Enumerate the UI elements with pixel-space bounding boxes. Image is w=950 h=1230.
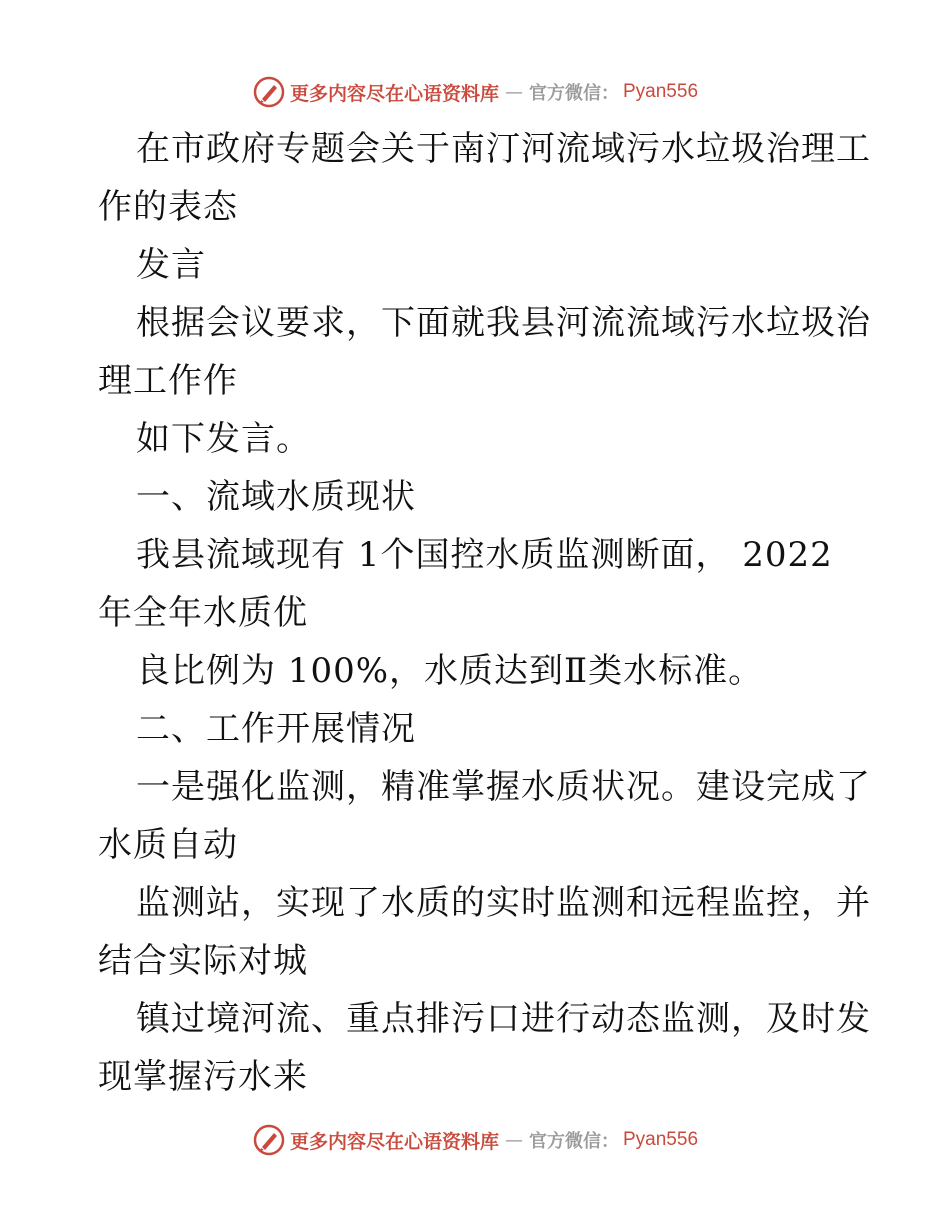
text-line: 结合实际对城	[98, 941, 308, 981]
text-line: 一是强化监测，精准掌握水质状况。建设完成了	[136, 767, 871, 807]
wechat-label: 官方微信：	[529, 1131, 619, 1152]
brand-text: 更多内容尽在心语资料库	[289, 1130, 499, 1153]
text-line: 我县流域现有 1个国控水质监测断面， 2022	[136, 535, 833, 575]
text-line: 在市政府专题会关于南汀河流域污水垃圾治理工	[136, 129, 871, 169]
text-line: 作的表态	[98, 187, 238, 227]
section-heading: 一、流域水质现状	[136, 477, 416, 517]
text-line: 镇过境河流、重点排污口进行动态监测，及时发	[136, 999, 871, 1039]
text-line: 水质自动	[98, 825, 238, 865]
text-line: 现掌握污水来	[98, 1057, 308, 1097]
text-line: 良比例为 100%，水质达到Ⅱ类水标准。	[136, 651, 764, 691]
text-line: 如下发言。	[136, 419, 311, 459]
document-body	[98, 120, 871, 1106]
footer-watermark-banner	[0, 1120, 950, 1160]
pen-logo-icon	[252, 75, 286, 109]
banner-separator: —	[505, 81, 523, 103]
brand-text: 更多内容尽在心语资料库	[289, 82, 499, 105]
header-watermark-banner	[0, 72, 950, 112]
text-line: 年全年水质优	[98, 593, 308, 633]
wechat-label: 官方微信：	[529, 83, 619, 104]
text-line: 理工作作	[98, 361, 238, 401]
wechat-id: Pyan556	[623, 81, 699, 102]
pen-logo-icon	[252, 1123, 286, 1157]
wechat-id: Pyan556	[623, 1129, 699, 1150]
text-line: 监测站，实现了水质的实时监测和远程监控，并	[136, 883, 871, 923]
text-line: 发言	[136, 245, 206, 285]
text-line: 根据会议要求，下面就我县河流流域污水垃圾治	[136, 303, 871, 343]
banner-separator: —	[505, 1129, 523, 1151]
section-heading: 二、工作开展情况	[136, 709, 416, 749]
